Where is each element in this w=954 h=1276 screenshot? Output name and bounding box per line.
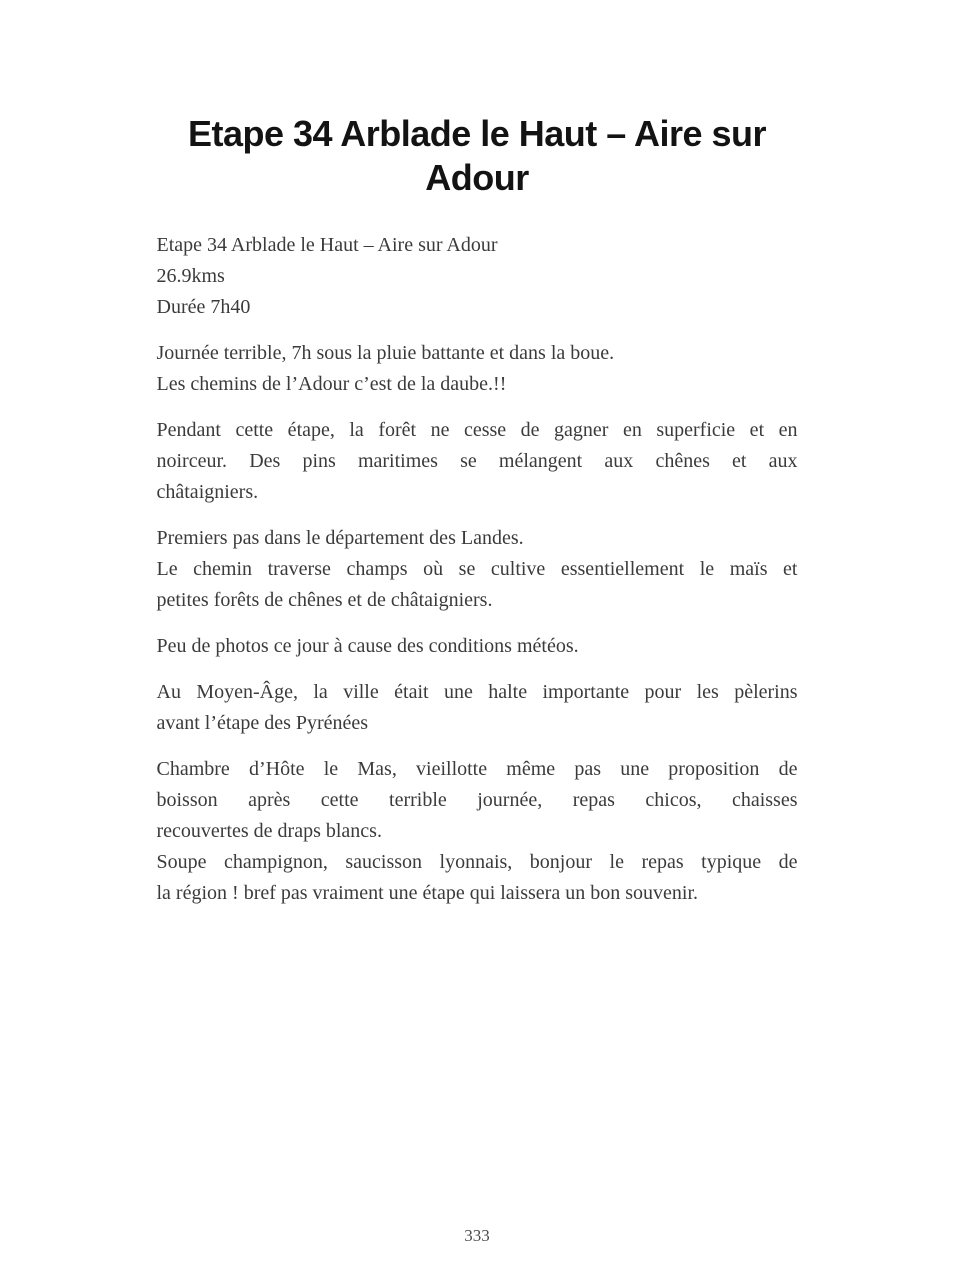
text-line: 26.9kms bbox=[156, 265, 225, 287]
page-number: 333 bbox=[464, 1226, 490, 1245]
page-title-line-1: Etape 34 Arblade le Haut – Aire sur bbox=[187, 113, 767, 154]
text-line: la région ! bref pas vraiment une étape qui laissera un bon souvenir. bbox=[156, 882, 698, 904]
paragraph-chambre-hote bbox=[157, 754, 798, 909]
text-line: Le chemin traverse champs où se cultive essentiellement le maïs et bbox=[156, 558, 798, 580]
text-line: Peu de photos ce jour à cause des conditions météos. bbox=[156, 635, 579, 657]
text-line: noirceur. Des pins maritimes se mélangent aux chênes et aux bbox=[156, 450, 798, 472]
text-line: recouvertes de draps blancs. bbox=[156, 820, 382, 842]
text-line: Au Moyen-Âge, la ville était une halte importante pour les pèlerins bbox=[156, 681, 798, 703]
text-line: avant l’étape des Pyrénées bbox=[156, 712, 369, 734]
text-line: Pendant cette étape, la forêt ne cesse de gagner en superficie et en bbox=[156, 419, 798, 441]
text-line: Chambre d’Hôte le Mas, vieillotte même pas une proposition de bbox=[156, 758, 798, 780]
paragraph-photos bbox=[157, 631, 798, 662]
text-line: châtaigniers. bbox=[156, 481, 259, 503]
text-line: boisson après cette terrible journée, repas chicos, chaisses bbox=[156, 789, 798, 811]
text-line: Journée terrible, 7h sous la pluie battante et dans la boue. bbox=[156, 342, 615, 364]
paragraph-stage-summary bbox=[157, 230, 798, 323]
page-title bbox=[157, 112, 798, 200]
text-column bbox=[157, 0, 798, 909]
text-line: Premiers pas dans le département des Landes. bbox=[156, 527, 524, 549]
paragraph-landes bbox=[157, 523, 798, 616]
text-line: petites forêts de chênes et de châtaigniers. bbox=[156, 589, 493, 611]
text-line: Durée 7h40 bbox=[156, 296, 251, 318]
paragraph-moyen-age bbox=[157, 677, 798, 739]
paragraph-weather bbox=[157, 338, 798, 400]
text-line: Les chemins de l’Adour c’est de la daube.!! bbox=[156, 373, 507, 395]
page-title-line-2: Adour bbox=[425, 157, 529, 198]
text-line: Etape 34 Arblade le Haut – Aire sur Adour bbox=[156, 234, 498, 256]
text-line: Soupe champignon, saucisson lyonnais, bonjour le repas typique de bbox=[156, 851, 798, 873]
paragraph-forest bbox=[157, 415, 798, 508]
